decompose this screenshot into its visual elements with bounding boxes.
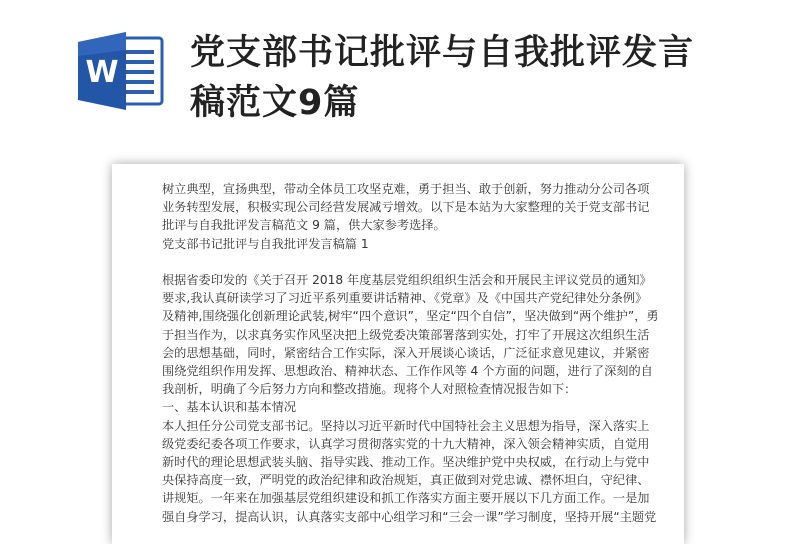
svg-text:W: W	[85, 55, 119, 90]
doc-line: 会的思想基础，同时，紧密结合工作实际，深入开展谈心谈话，广泛征求意见建议，并紧密	[162, 345, 650, 360]
page-title	[190, 28, 780, 128]
document-body	[162, 180, 659, 526]
doc-line: 及精神,围绕强化创新理论武装,树牢“四个意识”，坚定“四个自信”，坚决做到“两个维护”，勇	[162, 309, 659, 324]
doc-line: 新时代的理论思想武装头脑、指导实践、推动工作。坚决维护党中央权威，在行动上与党中	[162, 455, 650, 470]
doc-line: 围绕党组织作用发挥、思想政治、精神状态、工作作风等 4 个方面的问题，进行了深刻的自	[162, 364, 653, 379]
doc-line: 讲规矩。一年来在加强基层党组织建设和抓工作落实方面主要开展以下几方面工作。一是加	[162, 491, 650, 506]
doc-line: 级党委纪委各项工作要求，认真学习贯彻落实党的十九大精神，深入领会精神实质，自觉用	[162, 436, 650, 451]
doc-line: 本人担任分公司党支部书记。坚持以习近平新时代中国特社会主义思想为指导，深入落实上	[162, 418, 650, 433]
doc-line: 我剖析，明确了今后努力方向和整改措施。现将个人对照检查情况报告如下：	[162, 382, 577, 397]
title-line-1: 党支部书记批评与自我批评发言	[190, 33, 695, 73]
doc-heading: 党支部书记批评与自我批评发言稿篇 1	[162, 236, 369, 251]
doc-line: 树立典型，宣扬典型，带动全体员工攻坚克难，勇于担当、敢于创新，努力推动分公司各项	[162, 182, 650, 196]
doc-line: 批评与自我批评发言稿范文 9 篇，供大家参考选择。	[162, 218, 446, 233]
doc-line: 根据省委印发的《关于召开 2018 年度基层党组织组织生活会和开展民主评议党员的通知》	[162, 273, 652, 287]
doc-section-heading: 一、基本认识和基本情况	[162, 400, 297, 415]
doc-blank-line	[162, 253, 642, 271]
doc-line: 央保持高度一致，严明党的政治纪律和政治规矩，真正做到对党忠诚、襟怀坦白，守纪律、	[162, 473, 650, 488]
word-icon	[76, 30, 166, 112]
doc-line: 于担当作为，以求真务实作风坚决把上级党委决策部署落到实处，打牢了开展这次组织生活	[162, 327, 650, 342]
title-line-2: 稿范文9篇	[190, 83, 360, 123]
doc-line: 强自身学习，提高认识，认真落实支部中心组学习和“三会一课”学习制度，坚持开展“主题党	[162, 509, 657, 524]
doc-line: 要求,我认真研读学习了习近平系列重要讲话精神、《党章》及《中国共产党纪律处分条例》	[162, 291, 648, 306]
doc-line: 业务转型发展，积极实现公司经营发展减亏增效。以下是本站为大家整理的关于党支部书记	[162, 200, 650, 215]
